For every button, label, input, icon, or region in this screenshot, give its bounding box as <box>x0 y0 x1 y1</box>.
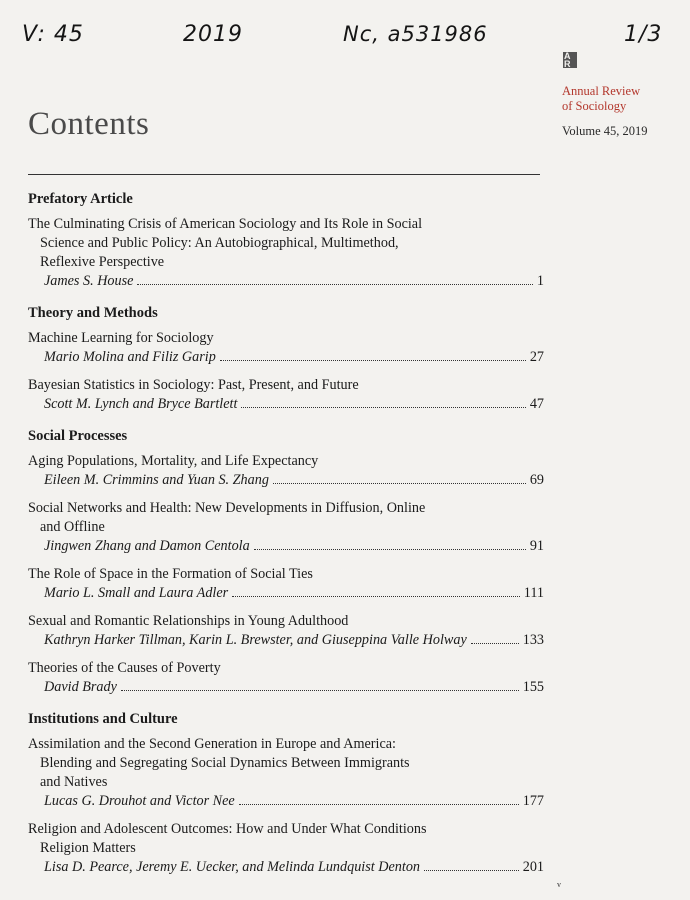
section-heading: Institutions and Culture <box>28 711 178 727</box>
article-author-line <box>28 792 544 811</box>
toc-entry[interactable] <box>28 215 544 291</box>
toc-entry[interactable] <box>28 499 544 556</box>
article-authors: Mario Molina and Filiz Garip <box>44 349 216 365</box>
dot-leader <box>137 284 532 285</box>
article-title <box>28 659 544 678</box>
article-title-line: Bayesian Statistics in Sociology: Past, Present, and Future <box>28 377 359 393</box>
page-number: 133 <box>522 632 544 648</box>
page-number: 91 <box>529 538 544 554</box>
article-author-line <box>28 348 544 367</box>
page-number: 69 <box>529 472 544 488</box>
page-number: 47 <box>529 396 544 412</box>
article-title-line: and Natives <box>40 774 108 790</box>
section-spacer <box>28 886 544 890</box>
title-divider <box>28 174 540 175</box>
journal-name-line2: of Sociology <box>562 99 627 113</box>
section-heading: Theory and Methods <box>28 305 158 321</box>
article-author-line <box>28 678 544 697</box>
article-authors: Mario L. Small and Laura Adler <box>44 585 229 601</box>
article-authors: Lisa D. Pearce, Jeremy E. Uecker, and Melinda Lundquist Denton <box>44 859 421 875</box>
page-number: 1 <box>536 273 544 289</box>
article-title-line: Science and Public Policy: An Autobiographical, Multimethod, <box>40 235 399 251</box>
article-title-line: Reflexive Perspective <box>40 254 165 270</box>
article-author-line <box>28 631 544 650</box>
section-heading: Prefatory Article <box>28 191 133 207</box>
article-authors: Eileen M. Crimmins and Yuan S. Zhang <box>44 472 269 488</box>
toc-entry[interactable] <box>28 329 544 367</box>
article-title-line: Theories of the Causes of Poverty <box>28 660 221 676</box>
article-title-line: Blending and Segregating Social Dynamics Between Immigrants <box>40 755 410 771</box>
article-authors: Lucas G. Drouhot and Victor Nee <box>44 793 235 809</box>
article-author-line <box>28 395 544 414</box>
page-number: 111 <box>523 585 544 601</box>
journal-volume: Volume 45, 2019 <box>562 124 648 138</box>
article-title-line: The Culminating Crisis of American Sociology and Its Role in Social <box>28 216 423 232</box>
toc-entry[interactable] <box>28 565 544 603</box>
article-author-line <box>28 537 544 556</box>
article-author-line <box>28 858 544 877</box>
dot-leader <box>220 360 526 361</box>
dot-leader <box>239 804 519 805</box>
article-title <box>28 735 544 792</box>
article-author-line <box>28 272 544 291</box>
dot-leader <box>273 483 526 484</box>
article-title <box>28 329 544 348</box>
article-title <box>28 499 544 537</box>
article-author-line <box>28 584 544 603</box>
article-authors: David Brady <box>44 679 117 695</box>
toc-entry[interactable] <box>28 612 544 650</box>
toc-entry[interactable] <box>28 376 544 414</box>
toc-entry[interactable] <box>28 452 544 490</box>
dot-leader <box>424 870 519 871</box>
dot-leader <box>241 407 525 408</box>
article-title-line: Assimilation and the Second Generation in Europe and America: <box>28 736 396 752</box>
article-title <box>28 452 544 471</box>
article-title-line: Aging Populations, Mortality, and Life Expectancy <box>28 453 319 469</box>
table-of-contents <box>28 190 544 890</box>
article-title-line: Religion and Adolescent Outcomes: How and Under What Conditions <box>28 821 427 837</box>
article-title-line: Sexual and Romantic Relationships in Young Adulthood <box>28 613 349 629</box>
page-footer-mark: v <box>557 880 561 889</box>
page-number: 27 <box>529 349 544 365</box>
toc-entry[interactable] <box>28 735 544 811</box>
article-authors: Scott M. Lynch and Bryce Bartlett <box>44 396 238 412</box>
page-title: Contents <box>28 106 150 142</box>
article-title-line: Religion Matters <box>40 840 136 856</box>
toc-entry[interactable] <box>28 659 544 697</box>
article-title-line: The Role of Space in the Formation of Social Ties <box>28 566 313 582</box>
dot-leader <box>471 643 519 644</box>
article-title <box>28 215 544 272</box>
section-heading: Social Processes <box>28 428 128 444</box>
article-title-line: Social Networks and Health: New Developments in Diffusion, Online <box>28 500 426 516</box>
handwritten-year-note: 2019 <box>183 22 243 47</box>
article-author-line <box>28 471 544 490</box>
toc-entry[interactable] <box>28 820 544 877</box>
handwritten-volume-note: V: 45 <box>22 22 84 47</box>
dot-leader <box>121 690 519 691</box>
journal-name-line1: Annual Review <box>562 84 641 98</box>
journal-name <box>562 84 640 114</box>
article-title-line: and Offline <box>40 519 105 535</box>
article-authors: James S. House <box>44 273 134 289</box>
article-title-line: Machine Learning for Sociology <box>28 330 214 346</box>
article-authors: Kathryn Harker Tillman, Karin L. Brewster, and Giuseppina Valle Holway <box>44 632 467 648</box>
dot-leader <box>232 596 520 597</box>
annual-reviews-logo-icon: A R <box>563 52 577 68</box>
page-number: 201 <box>522 859 544 875</box>
article-authors: Jingwen Zhang and Damon Centola <box>44 538 250 554</box>
article-title <box>28 612 544 631</box>
article-title <box>28 565 544 584</box>
article-title <box>28 820 544 858</box>
handwritten-number-note: Nc, a531986 <box>343 22 488 46</box>
handwritten-part-note: 1/3 <box>624 22 663 47</box>
dot-leader <box>254 549 526 550</box>
page-number: 177 <box>522 793 544 809</box>
article-title <box>28 376 544 395</box>
page-number: 155 <box>522 679 544 695</box>
